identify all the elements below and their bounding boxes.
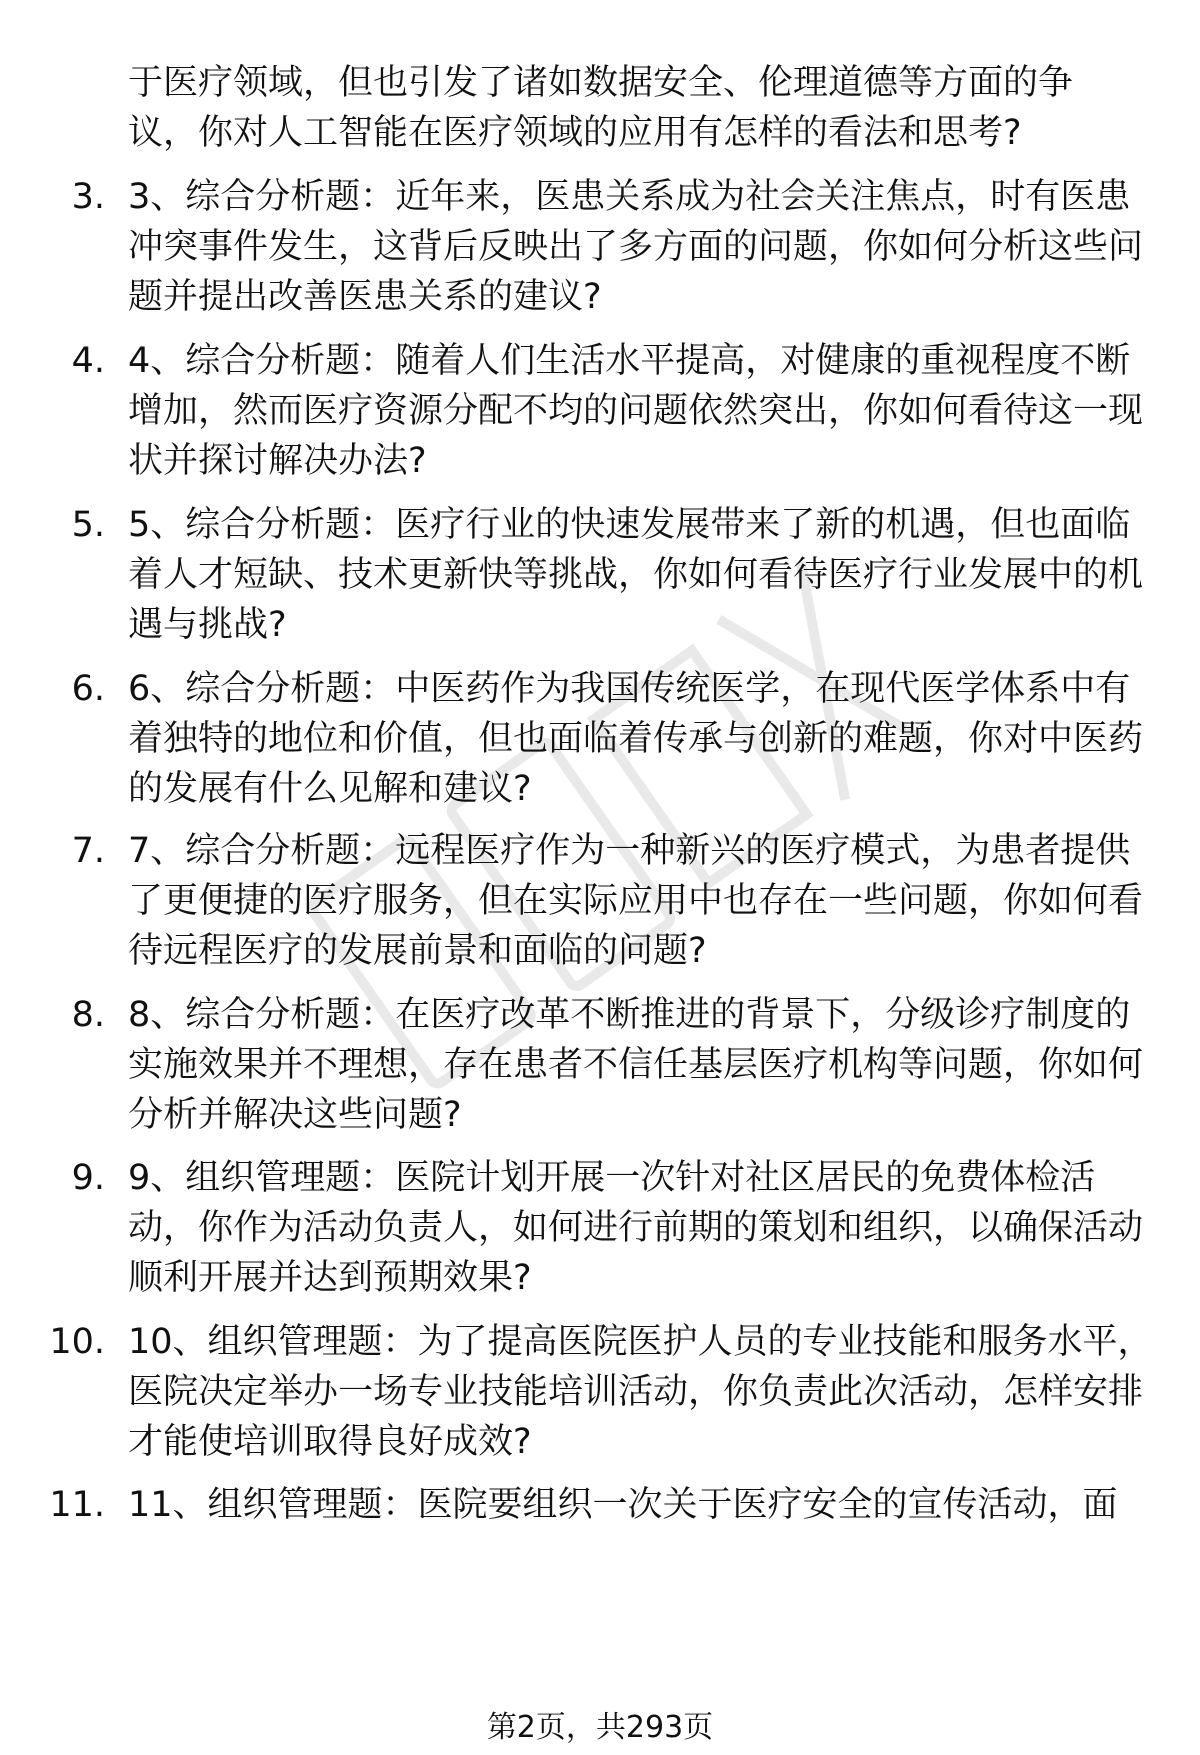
question-number: 4.	[71, 341, 105, 381]
page-footer: 第2页，共293页	[486, 1710, 714, 1745]
question-number: 9.	[71, 1158, 105, 1198]
question-text: 4、综合分析题：随着人们生活水平提高，对健康的重视程度不断增加，然而医疗资源分配不均的问题依然突出，你如何看待这一现状并探讨解决办法?	[128, 341, 1144, 481]
question-text: 3、综合分析题：近年来，医患关系成为社会关注焦点，时有医患冲突事件发生，这背后反映出了多方面的问题，你如何分析这些问题并提出改善医患关系的建议?	[128, 177, 1144, 317]
question-text: 9、组织管理题：医院计划开展一次针对社区居民的免费体检活动，你作为活动负责人，如何进行前期的策划和组织，以确保活动顺利开展并达到预期效果?	[128, 1158, 1144, 1298]
intro-text: 于医疗领域，但也引发了诸如数据安全、伦理道德等方面的争议，你对人工智能在医疗领域的应用有怎样的看法和思考?	[128, 63, 1074, 153]
question-number: 11.	[49, 1485, 105, 1525]
question-number: 5.	[71, 505, 105, 545]
question-number: 8.	[71, 995, 105, 1035]
question-number: 7.	[71, 831, 105, 871]
question-text: 8、综合分析题：在医疗改革不断推进的背景下，分级诊疗制度的实施效果并不理想，存在患者不信任基层医疗机构等问题，你如何分析并解决这些问题?	[128, 995, 1144, 1135]
question-text: 10、组织管理题：为了提高医院医护人员的专业技能和服务水平，医院决定举办一场专业技能培训活动，你负责此次活动，怎样安排才能使培训取得良好成效?	[128, 1322, 1153, 1462]
question-text: 11、组织管理题：医院要组织一次关于医疗安全的宣传活动，面	[128, 1485, 1118, 1525]
question-number: 10.	[49, 1322, 105, 1362]
question-number: 3.	[71, 177, 105, 217]
question-text: 6、综合分析题：中医药作为我国传统医学，在现代医学体系中有着独特的地位和价值，但也面临着传承与创新的难题，你对中医药的发展有什么见解和建议?	[128, 669, 1144, 809]
question-number: 6.	[71, 669, 105, 709]
question-text: 7、综合分析题：远程医疗作为一种新兴的医疗模式，为患者提供了更便捷的医疗服务，但在实际应用中也存在一些问题，你如何看待远程医疗的发展前景和面临的问题?	[128, 831, 1144, 971]
question-text: 5、综合分析题：医疗行业的快速发展带来了新的机遇，但也面临着人才短缺、技术更新快等挑战，你如何看待医疗行业发展中的机遇与挑战?	[128, 505, 1144, 645]
